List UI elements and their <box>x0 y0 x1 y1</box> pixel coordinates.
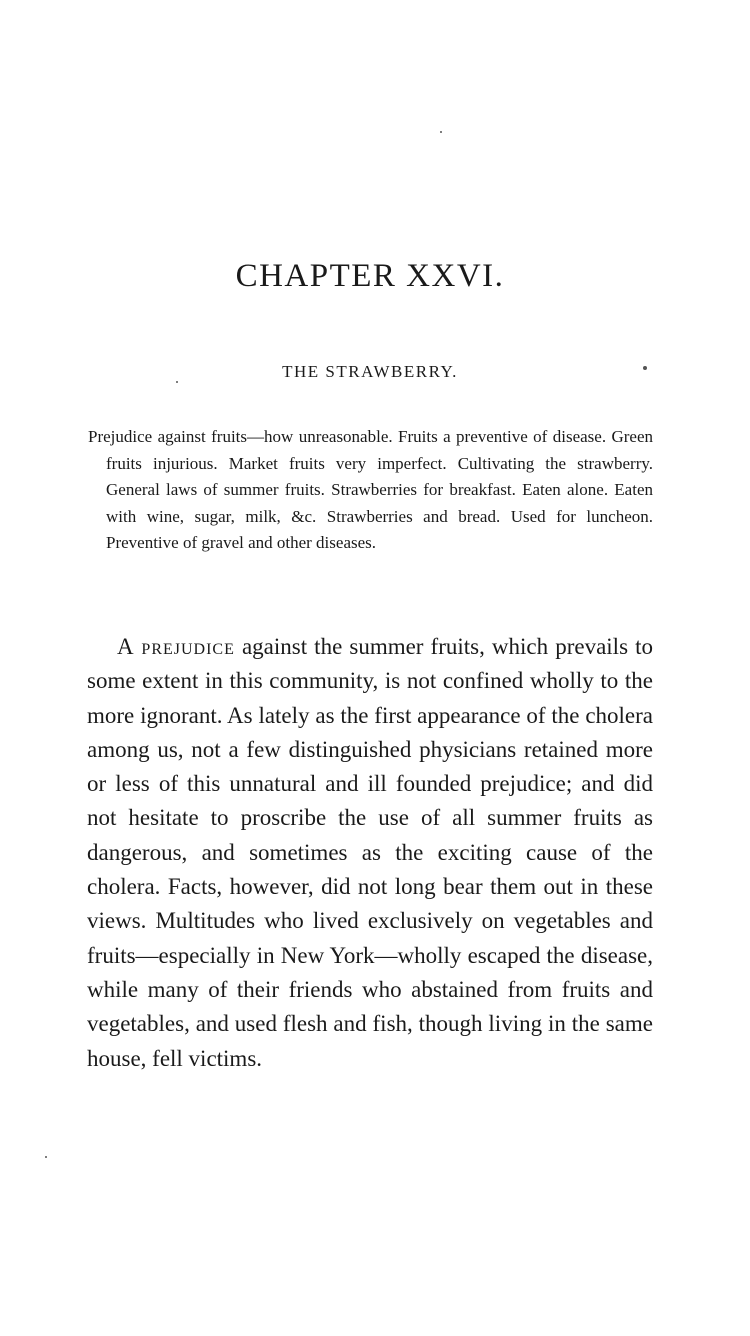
chapter-title: CHAPTER XXVI. <box>235 258 505 294</box>
paragraph-text: against the summer fruits, which prevails to some extent in this community, is not confined wholly to the more ignorant. As lately as the first appearance of the cholera among us, not a few distinguished physicians retained more or less of this unnatural and ill founded prejudice; and did not hesitate to proscribe the use of all summer fruits as dangerous, and sometimes as the exciting cause of the cholera. Facts, however, did not long bear them out in these views. Multitudes who lived exclusively on vegetables and fruits—especially in New York—wholly escaped the disease, while many of their friends who abstained from fruits and vegetables, and used flesh and fish, though living in the same house, fell victims. <box>87 634 653 1071</box>
lead-words: A prejudice <box>117 634 235 659</box>
body-paragraph <box>87 630 653 1076</box>
ink-speck <box>45 1156 47 1158</box>
ink-speck <box>440 131 442 133</box>
chapter-summary: Prejudice against fruits—how unreasonable. Fruits a preventive of disease. Green fruits injurious. Market fruits very imperfect. Cultivating the strawberry. General laws of summer fruits. Strawberries for breakfast. Eaten alone. Eaten with wine, sugar, milk, &c. Strawberries and bread. Used for luncheon. Preventive of gravel and other diseases. <box>88 427 653 553</box>
chapter-subtitle: THE STRAWBERRY. <box>282 362 458 381</box>
